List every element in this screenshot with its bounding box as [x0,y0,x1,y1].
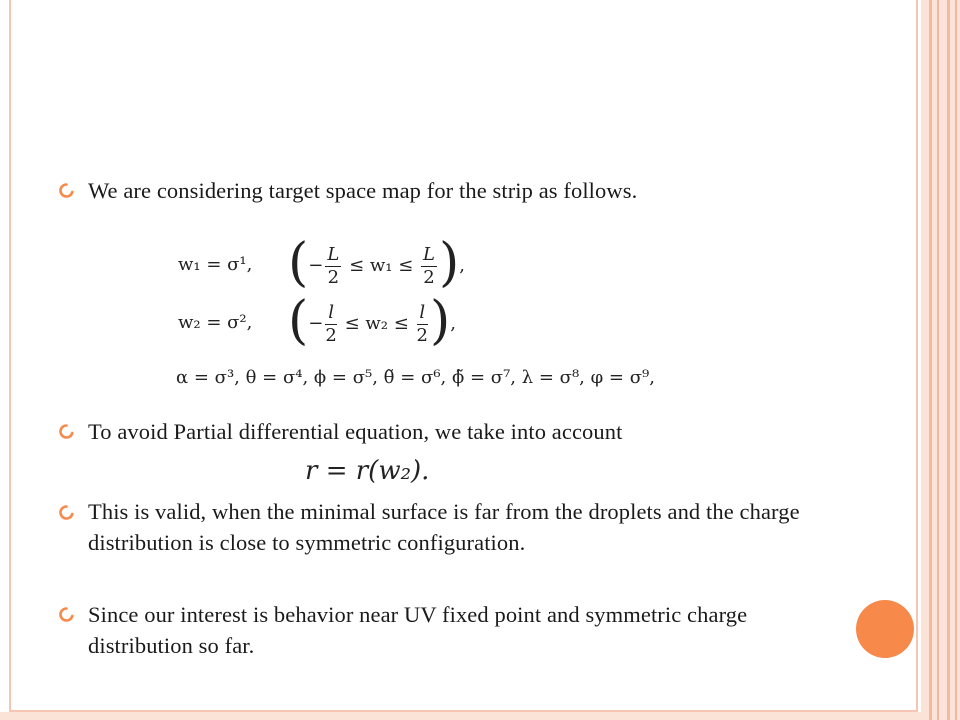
equation-row-1-lhs: w₁ = σ¹, [178,254,253,275]
bullet-ring-icon [59,183,74,198]
equation-row-1-range: (− $\frac{L}{2}$ ≤ w₁ ≤ $\frac{L}{2}$ ), [288,233,466,293]
accent-circle [856,600,914,658]
bullet-ring-icon [59,424,74,439]
bullet-text-3: This is valid, when the minimal surface is far from the droplets and the charge distribution is close to symmetric configuration. [88,499,800,555]
equation-radial: r = r(w₂). [305,456,430,486]
equation-row-2-range: (− $\frac{l}{2}$ ≤ w₂ ≤ $\frac{l}{2}$ ), [288,291,457,351]
bullet-text-4: Since our interest is behavior near UV fixed point and symmetric charge distribution so far. [88,602,748,658]
equation-row-3: α = σ³, θ = σ⁴, ϕ = σ⁵, θ̃ = σ⁶, ϕ̃ = σ⁷, λ = σ⁸, φ = σ⁹, [176,367,655,388]
equation-row-2-lhs: w₂ = σ², [178,312,253,333]
equation-block [178,233,738,355]
decorative-right-band [921,0,960,720]
bullet-ring-icon [59,505,74,520]
decorative-bottom-band [0,712,921,720]
bullet-text-2: To avoid Partial differential equation, we take into account [88,419,623,444]
bullet-ring-icon [59,607,74,622]
bullet-text-1: We are considering target space map for the strip as follows. [88,178,638,203]
